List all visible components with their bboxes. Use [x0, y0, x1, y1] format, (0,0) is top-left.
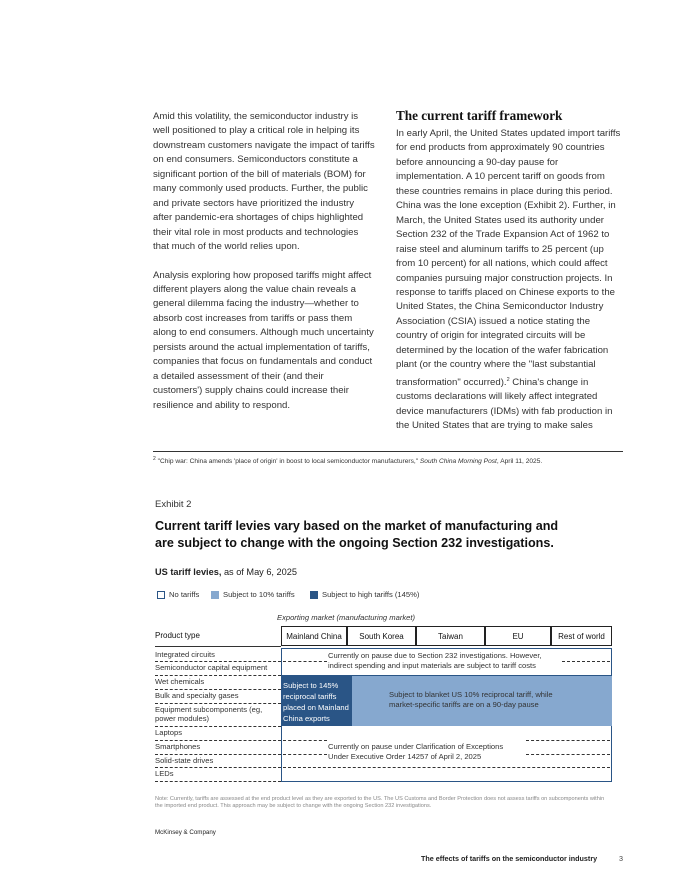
legend-label-ten: Subject to 10% tariffs: [223, 590, 295, 599]
market-header-taiwan: Taiwan: [416, 626, 485, 646]
product-row-6: Smartphones: [155, 742, 201, 751]
left-column: [153, 110, 375, 413]
legend-high: [310, 590, 419, 599]
row-divider: [155, 675, 281, 676]
brand-logo-text: McKinsey & Company: [155, 829, 216, 836]
legend-label-none: No tariffs: [169, 590, 200, 599]
row-divider: [155, 661, 281, 662]
row-divider: [526, 740, 610, 741]
footnote: [153, 456, 623, 465]
row-divider: [155, 781, 281, 782]
legend-swatch-ten: [211, 591, 219, 599]
exhibit-note: Note: Currently, tariffs are assessed at the end product level as they are exported to the US. The US Customs and Border Protection does not assess tariffs on subcomponents within the imported end product. This approach may be subject to change with the ongoing Section 232 investigations.: [155, 796, 605, 810]
row-divider: [155, 689, 281, 690]
header-underline: [155, 646, 281, 647]
legend-label-high: Subject to high tariffs (145%): [322, 590, 420, 599]
product-row-2: Wet chemicals: [155, 677, 205, 686]
pause-exceptions-text: Currently on pause under Clarification of Exceptions Under Executive Order 14257 of April 2, 2025: [328, 742, 524, 762]
market-header-korea: South Korea: [347, 626, 416, 646]
row-divider: [155, 740, 281, 741]
product-row-1: Semiconductor capital equipment: [155, 663, 268, 672]
legend-swatch-none: [157, 591, 165, 599]
product-row-5: Laptops: [155, 728, 183, 737]
row-divider: [526, 754, 610, 755]
exhibit-title: Current tariff levies vary based on the market of manufacturing and are subject to change with the ongoing Section 232 investigations.: [155, 519, 559, 550]
product-type-header: Product type: [155, 631, 200, 640]
product-row-8: LEDs: [155, 769, 174, 778]
row-divider: [562, 661, 610, 662]
pause-232-text: Currently on pause due to Section 232 investigations. However, indirect spending and input materials are subject to tariff costs: [328, 651, 560, 671]
blanket-10-text: Subject to blanket US 10% reciprocal tariff, while market-specific tariffs are on a 90-day pause: [389, 690, 553, 709]
left-paragraph-1: Amid this volatility, the semiconductor industry is well positioned to play a critical role in helping its downstream customers navigate the impact of tariffs on end consumers. Semiconductors constitute a significant portion of the bill of materials (BOM) for many commonly used products. Further, the public and private sectors have prioritized the industry after pandemic-era shortages of chips highlighted their vital role in most products and technologies that much of the world relies upon.: [153, 111, 375, 253]
legend-no-tariffs: [157, 590, 199, 599]
right-paragraph: [396, 127, 622, 434]
product-row-4: Equipment subcomponents (eg, power modules): [155, 705, 263, 723]
china-145-text: Subject to 145% reciprocal tariffs placed on Mainland China exports: [283, 681, 349, 723]
section-heading: The current tariff framework: [396, 108, 563, 123]
exporting-market-label: Exporting market (manufacturing market): [277, 613, 416, 622]
market-header-eu: EU: [485, 626, 551, 646]
right-paragraph-part-1: In early April, the United States updated import tariffs for end products from approximately 90 countries before announcing a 90-day pause for implementation. A 10 percent tariff on goods from these countries remains in place during this period. China was the lone exception (Exhibit 2). Further, in March, the United States used its authority under Section 232 of the Trade Expansion Act of 1962 to raise steel and aluminum tariffs to 25 percent (up from 10 percent) for all nations, which could affect companies pursuing major construction projects. In response to tariffs placed on Chinese exports to the United States, the China Semiconductor Industry Association (CSIA) issued a notice stating the country of origin for integrated circuits will be determined by the location of the wafer fabrication plant (or the country where the "last substantial transformation" occurred).: [396, 128, 621, 388]
market-header-row: Rest of world: [551, 626, 612, 646]
right-column: [396, 127, 622, 434]
product-row-7: Solid-state drives: [155, 756, 214, 765]
page-footer-title: The effects of tariffs on the semiconductor industry: [421, 854, 598, 863]
market-header-china: Mainland China: [281, 626, 347, 646]
right-paragraph-part-2: China's change in customs declarations will likely affect integrated device manufacturers (IDMs) with fab production in the United States that are trying to make sales: [396, 376, 613, 432]
row-divider: [283, 767, 610, 768]
product-row-0: Integrated circuits: [155, 650, 215, 659]
footnote-number: 2: [153, 456, 156, 462]
legend-swatch-high: [310, 591, 318, 599]
row-divider: [155, 703, 281, 704]
legend-ten-percent: [211, 590, 295, 599]
subtitle-date: as of May 6, 2025: [221, 567, 297, 577]
row-divider: [283, 661, 327, 662]
left-paragraph-2: Analysis exploring how proposed tariffs might affect different players along the value chain reveals a general dilemma facing the industry—whether to absorb cost increases from tariffs or pass them along to end consumers. Although much uncertainty persists around the actual implementation of tariffs, companies that focus on fundamentals and conduct a detailed assessment of their (and their customers') supply chains could increase their resilience and ability to respond.: [153, 269, 374, 411]
row-divider: [283, 754, 327, 755]
footnote-source: South China Morning Post: [419, 458, 497, 466]
footnote-divider: [153, 451, 623, 452]
footnote-date: , April 11, 2025.: [496, 458, 543, 466]
product-row-3: Bulk and specialty gases: [155, 691, 239, 700]
row-divider: [155, 726, 281, 727]
footnote-ref[interactable]: 2: [506, 376, 510, 383]
subtitle-bold: US tariff levies,: [155, 567, 222, 577]
row-divider: [155, 767, 281, 768]
page-number: 3: [619, 854, 623, 863]
exhibit-label: Exhibit 2: [155, 499, 192, 510]
footnote-text: "Chip war: China amends 'place of origin' in boost to local semiconductor manufacturers,": [155, 458, 420, 466]
exhibit-subtitle: [155, 567, 297, 577]
row-divider: [283, 740, 327, 741]
row-divider: [155, 754, 281, 755]
